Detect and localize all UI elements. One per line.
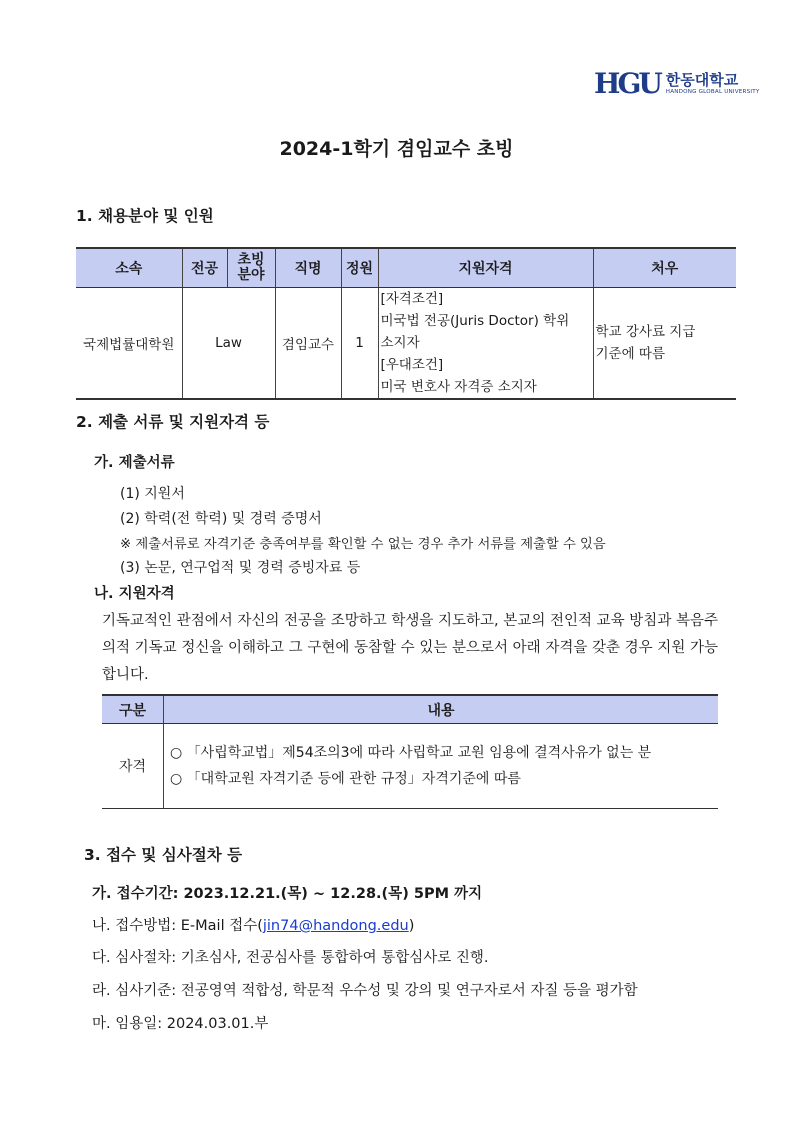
cell-content [164, 724, 719, 809]
section-2-heading: 2. 제출 서류 및 지원자격 등 [76, 413, 270, 431]
section-1-heading: 1. 채용분야 및 인원 [76, 207, 214, 225]
qualification-table [102, 694, 718, 809]
qualification-line: [자격조건] [380, 291, 444, 307]
email-link[interactable]: jin74@handong.edu [262, 918, 409, 934]
application-method [92, 914, 414, 935]
cell-benefit [593, 288, 736, 400]
header-quota: 정원 [341, 248, 378, 288]
document-item: (2) 학력(전 학력) 및 경력 증명서 [120, 511, 322, 527]
table-row [76, 288, 736, 400]
table-row [102, 724, 718, 809]
logo-korean-name: 한동대학교 [665, 71, 739, 89]
review-criteria: 라. 심사기준: 전공영역 적합성, 학문적 우수성 및 강의 및 연구자로서 자질 등을 평가함 [92, 983, 638, 999]
header-content: 내용 [164, 695, 719, 724]
cell-affiliation: 국제법률대학원 [76, 288, 182, 400]
header-benefit: 처우 [593, 248, 736, 288]
cell-major: Law [182, 288, 275, 400]
document-item: (3) 논문, 연구업적 및 경력 증빙자료 등 [120, 560, 361, 576]
header-affiliation: 소속 [76, 248, 182, 288]
header-qualification: 지원자격 [378, 248, 593, 288]
header-major: 전공 [182, 248, 227, 288]
cell-category: 자격 [102, 724, 164, 809]
cell-quota: 1 [341, 288, 378, 400]
review-procedure: 다. 심사절차: 기초심사, 전공심사를 통합하여 통합심사로 진행. [92, 950, 489, 966]
application-method-close: ) [408, 918, 415, 934]
qualification-item: ○ 「사립학교법」제54조의3에 따라 사립학교 교원 임용에 결격사유가 없는 분 [170, 745, 652, 761]
qualification-paragraph: 기독교적인 관점에서 자신의 전공을 조망하고 학생을 지도하고, 본교의 전인적 교육 방침과 복음주의적 기독교 정신을 이해하고 그 구현에 동참할 수 있는 분으로서 아래 자격을 갖춘 경우 지원 가능합니다. [102, 613, 718, 683]
cell-position: 겸임교수 [275, 288, 341, 400]
document-item: (1) 지원서 [120, 486, 185, 502]
cell-qualification [378, 288, 593, 400]
application-period: 가. 접수기간: 2023.12.21.(목) ~ 12.28.(목) 5PM 까지 [92, 886, 483, 902]
qualification-line: [우대조건] [380, 357, 444, 373]
recruitment-table [76, 247, 736, 400]
header-field-line: 분야 [237, 267, 265, 283]
qualification-line: 소지자 [380, 335, 420, 351]
benefit-line: 기준에 따름 [595, 346, 665, 362]
header-category: 구분 [102, 695, 164, 724]
logo-mark: HGU [594, 67, 660, 100]
qualification-line: 미국법 전공(Juris Doctor) 학위 [380, 313, 570, 329]
table-header-row [76, 248, 736, 288]
header-field [227, 248, 275, 288]
page-title: 2024-1학기 겸임교수 초빙 [279, 138, 514, 160]
qualification-item: ○ 「대학교원 자격기준 등에 관한 규정」자격기준에 따름 [170, 771, 521, 787]
qualification-line: 미국 변호사 자격증 소지자 [380, 379, 537, 395]
table-header-row [102, 695, 718, 724]
header-field-line: 초빙 [237, 252, 265, 268]
benefit-line: 학교 강사료 지급 [595, 324, 696, 340]
logo-english-name: HANDONG GLOBAL UNIVERSITY [665, 89, 760, 95]
application-method-label: 나. 접수방법: E-Mail 접수( [92, 918, 263, 934]
appointment-date: 마. 임용일: 2024.03.01.부 [92, 1016, 269, 1032]
section-3-heading: 3. 접수 및 심사절차 등 [84, 846, 243, 864]
subsection-documents-heading: 가. 제출서류 [94, 455, 175, 471]
document-note: ※ 제출서류로 자격기준 충족여부를 확인할 수 없는 경우 추가 서류를 제출할 수 있음 [120, 537, 606, 552]
university-logo [594, 67, 760, 100]
header-position: 직명 [275, 248, 341, 288]
subsection-qualification-heading: 나. 지원자격 [94, 586, 175, 602]
